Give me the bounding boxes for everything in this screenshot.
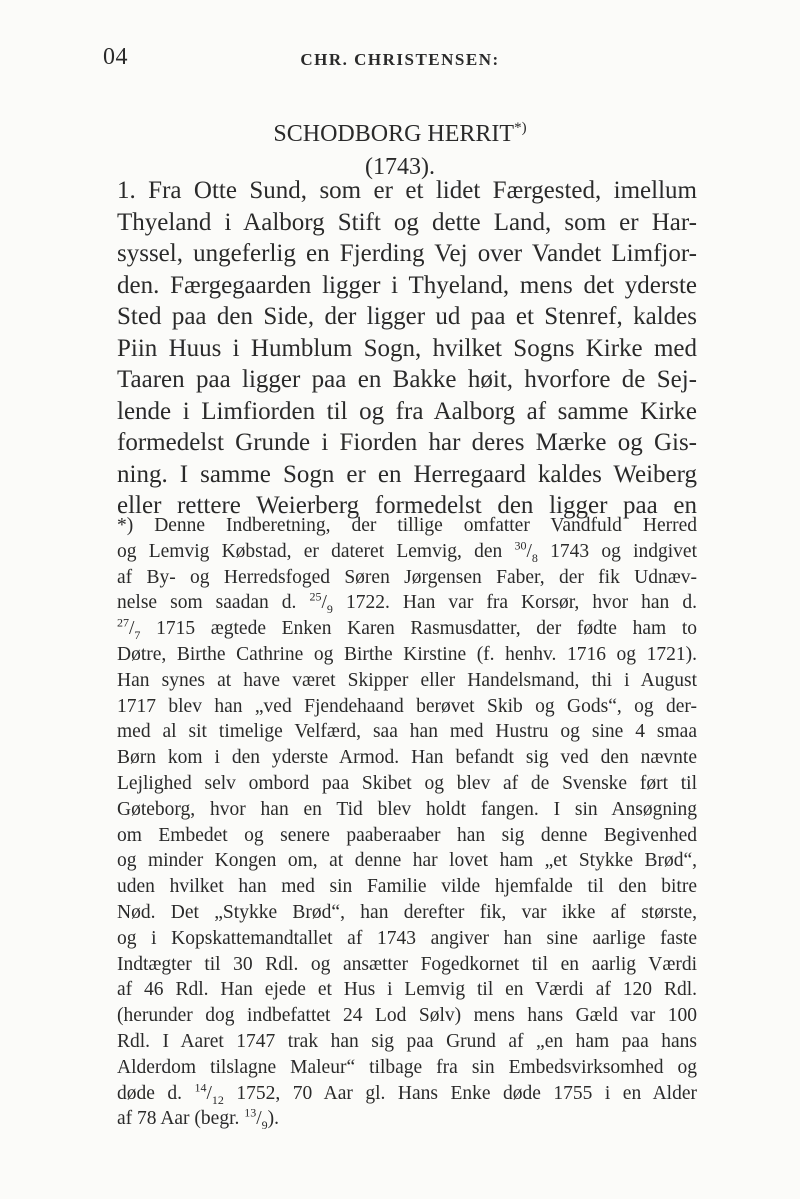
footnote-text: nelse som saadan d. [117, 592, 310, 614]
date-fraction-numerator: 13 [244, 1105, 257, 1120]
footnote-text: Nød. Det „Stykke Brød“, han derefter fik, var ikke af største, [117, 901, 697, 923]
footnote-text: af 46 Rdl. Han ejede et Hus i Lemvig til en Værdi af 120 Rdl. [117, 979, 697, 1001]
footnote-line: og Lemvig Købstad, er dateret Lemvig, den $^{30}/_8$ 1743 og indgivet [117, 538, 697, 565]
footnote-text: Han synes at have været Skipper eller Handelsmand, thi i August [117, 669, 697, 691]
date-fraction-denominator: 12 [211, 1092, 224, 1107]
footnote-line [117, 668, 697, 694]
body-line: eller rettere Weierberg formedelst den ligger paa en [117, 492, 697, 519]
footnote-text: *) Denne Indberetning, der tillige omfatter Vandfuld Herred [117, 515, 697, 536]
section-title-line [0, 112, 800, 151]
footnote-line [117, 977, 697, 1003]
footnote-line [117, 642, 697, 668]
date-fraction-numerator: 14 [194, 1080, 207, 1095]
footnote-line [117, 823, 697, 849]
body-line: Taaren paa ligger paa en Bakke høit, hvorfore de Sej- [117, 366, 697, 393]
date-fraction-denominator: 7 [134, 628, 141, 643]
date-fraction-numerator: 25 [309, 589, 322, 604]
footnote-line [117, 771, 697, 797]
body-line: 1. Fra Otte Sund, som er et lidet Færgested, imellum [117, 177, 697, 204]
footnote-text: 1715 ægtede Enken Karen Rasmusdatter, der fødte ham to [140, 618, 697, 640]
footnote-text: Lejlighed selv ombord paa Skibet og blev af de Svenske ført til [117, 772, 697, 794]
footnote-line: af 78 Aar (begr. $^{13}/_9$). [117, 1105, 280, 1133]
footnote-text: (herunder dog indbefattet 24 Lod Sølv) mens hans Gæld var 100 [117, 1005, 697, 1027]
footnote-line [117, 1003, 697, 1029]
footnote-text: af 78 Aar (begr. [117, 1108, 245, 1130]
body-paragraph [117, 175, 697, 522]
footnote-text: Rdl. I Aaret 1747 trak han sig paa Grund af „en ham paa hans [117, 1030, 697, 1052]
footnote-text: ). [267, 1108, 280, 1130]
date-fraction-denominator: 8 [531, 550, 538, 565]
footnote-line [117, 694, 697, 720]
footnote-line [117, 719, 697, 745]
footnote-line: døde d. $^{14}/_{12}$ 1752, 70 Aar gl. Hans Enke døde 1755 i en Alder [117, 1080, 698, 1107]
footnote-line [117, 1029, 697, 1055]
footnote-line [117, 926, 697, 952]
footnote-text: 1743 og indgivet [537, 540, 697, 562]
body-line: formedelst Grunde i Fiorden har deres Mærke og Gis- [117, 429, 697, 456]
date-fraction-denominator: 9 [326, 602, 333, 617]
running-title: CHR. CHRISTENSEN: [300, 50, 500, 69]
footnote-marker: *) [514, 120, 527, 136]
date-fraction-numerator: 30 [514, 538, 527, 553]
body-line: ning. I samme Sogn er en Herregaard kaldes Weiberg [117, 460, 697, 488]
body-line: Thyeland i Aalborg Stift og dette Land, som er Har- [117, 208, 697, 236]
footnote-text: og i Kopskattemandtallet af 1743 angiver han sine aarlige faste [117, 927, 697, 949]
footnote-line: $^{27}/_7$ 1715 ægtede Enken Karen Rasmusdatter, der fødte ham to [117, 615, 697, 643]
footnote-line [117, 848, 697, 874]
footnote-text: 1717 blev han „ved Fjendehaand berøvet Skib og Gods“, og der- [117, 695, 697, 717]
footnote-line [117, 874, 697, 900]
body-line: syssel, ungeferlig en Fjerding Vej over Vandet Limfjor- [117, 240, 697, 267]
footnote-line [117, 565, 697, 591]
footnote-text: uden hvilket han med sin Familie vilde hjemfalde til den bitre [117, 876, 697, 898]
date-fraction-denominator: 9 [261, 1118, 268, 1133]
footnote-text: Gøteborg, hvor han en Tid blev holdt fangen. I sin Ansøgning [117, 798, 697, 820]
footnote-text: 1752, 70 Aar gl. Hans Enke døde 1755 i en Alder [223, 1082, 698, 1104]
page-number: 04 [103, 44, 128, 70]
body-line: Piin Huus i Humblum Sogn, hvilket Sogns Kirke med [117, 334, 697, 362]
footnote-text: om Embedet og senere paaberaaber han sig denne Begivenhed [117, 824, 697, 846]
body-line: lende i Limfiorden til og fra Aalborg af samme Kirke [117, 397, 697, 425]
footnote-text: Døtre, Birthe Cathrine og Birthe Kirstine (f. henhv. 1716 og 1721). [117, 643, 697, 665]
date-fraction-numerator: 27 [117, 615, 129, 630]
footnote-text: med al sit timelige Velfærd, saa han med Hustru og sine 4 smaa [117, 721, 697, 743]
section-title: SCHODBORG HERRIT [273, 121, 515, 147]
footnote-line [117, 1055, 697, 1081]
footnote-text: 1722. Han var fra Korsør, hvor han d. [332, 592, 697, 614]
footnote-line [117, 900, 697, 926]
footnote-text: Indtægter til 30 Rdl. og ansætter Fogedkornet til en aarlig Værdi [117, 953, 697, 975]
footnote-line [117, 952, 697, 978]
body-line: den. Færgegaarden ligger i Thyeland, mens det yderste [117, 271, 697, 299]
footnote-text: Børn kom i den yderste Armod. Han befandt sig ved den nævnte [117, 747, 697, 769]
footnote-text: og Lemvig Købstad, er dateret Lemvig, den [117, 540, 515, 562]
footnote-text: og minder Kongen om, at denne har lovet ham „et Stykke Brød“, [117, 850, 697, 872]
footnote-text: af By- og Herredsfoged Søren Jørgensen Faber, der fik Udnæv- [117, 566, 697, 588]
footnote-line [117, 797, 697, 823]
running-head [0, 40, 800, 80]
section-heading [0, 112, 800, 184]
footnote [117, 513, 697, 1132]
section-year: (1743). [365, 154, 435, 180]
footnote-line [117, 513, 697, 539]
footnote-text: døde d. [117, 1082, 195, 1104]
footnote-text: Alderdom tilslagne Maleur“ tilbage fra sin Embedsvirksomhed og [117, 1056, 697, 1078]
footnote-line: nelse som saadan d. $^{25}/_9$ 1722. Han var fra Korsør, hvor han d. [117, 589, 697, 617]
body-line: Sted paa den Side, der ligger ud paa et Stenref, kaldes [117, 303, 697, 330]
footnote-line [117, 745, 697, 771]
